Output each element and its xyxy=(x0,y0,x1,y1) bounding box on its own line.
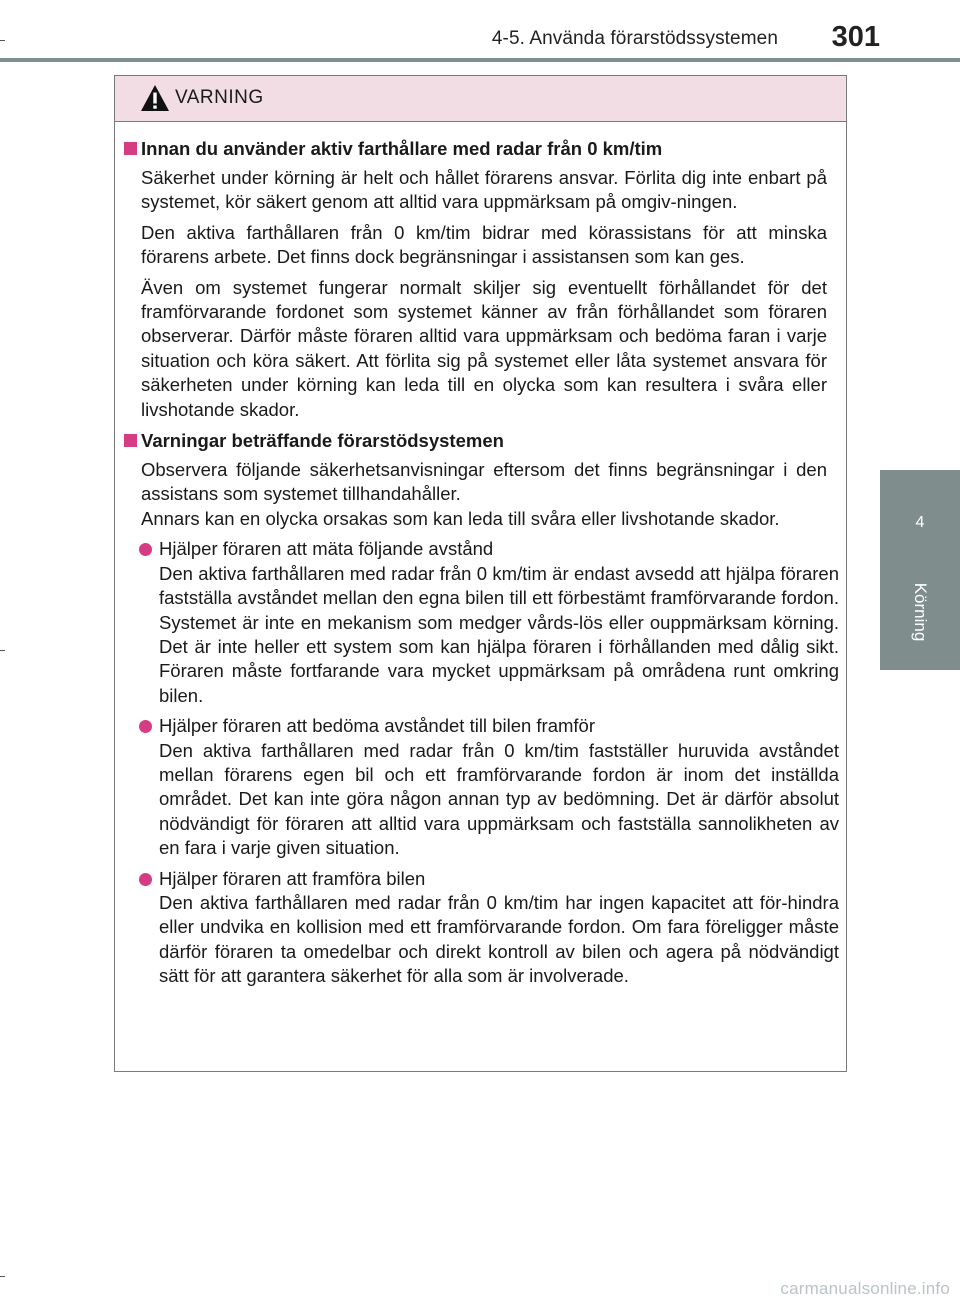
list-item xyxy=(159,714,839,860)
section-heading xyxy=(115,428,848,454)
header-rule xyxy=(0,58,960,62)
paragraph: Observera följande säkerhetsanvisningar eftersom det finns begränsningar i den assistans som systemet tillhandahåller. xyxy=(141,459,827,505)
list-item-text: Den aktiva farthållaren med radar från 0 km/tim har ingen kapacitet att för-hindra eller undvika en kollision med ett framförvarande fordon. Om fara föreligger måste därför föraren ta omedelbar och direkt kontroll av bilen och agera på nödvändigt sätt för att garantera säkerhet för alla som är involverade. xyxy=(159,891,839,987)
list-item xyxy=(159,867,839,989)
warning-header xyxy=(115,76,846,122)
paragraph: Säkerhet under körning är helt och hållet förarens ansvar. Förlita dig inte enbart på systemet, kör säkert genom att alltid vara uppmärksam på omgiv-ningen. xyxy=(141,167,827,213)
round-bullet-icon xyxy=(139,873,152,886)
chapter-tab-label: Körning xyxy=(911,582,930,642)
section-title: 4-5. Använda förarstödssystemen xyxy=(491,28,778,49)
warning-title: VARNING xyxy=(175,87,264,108)
section-heading-text: Innan du använder aktiv farthållare med radar från 0 km/tim xyxy=(141,138,663,159)
list-item-title: Hjälper föraren att bedöma avståndet till bilen framför xyxy=(159,715,595,737)
crop-mark xyxy=(0,1276,5,1277)
square-bullet-icon xyxy=(124,142,137,155)
paragraph: Annars kan en olycka orsakas som kan leda till svåra eller livshotande skador. xyxy=(141,507,780,529)
watermark-link[interactable]: carmanualsonline.info xyxy=(780,1279,950,1298)
chapter-tab-number: 4 xyxy=(915,514,925,531)
list-item-title: Hjälper föraren att mäta följande avstånd xyxy=(159,538,494,560)
list-item-text: Den aktiva farthållaren med radar från 0 km/tim är endast avsedd att hjälpa föraren fastställa avståndet mellan den egna bilen till ett förbestämt framförvarande fordon. Systemet är inte en mekanism som medger vårds-lös eller ouppmärksam körning. Det är inte heller ett system som kan hjälpa föraren i förhållanden med dålig sikt. Föraren måste fortfarande vara mycket uppmärksam på områdena runt omkring bilen. xyxy=(159,562,839,706)
warning-box xyxy=(114,75,847,1072)
page-header xyxy=(0,0,960,60)
paragraph: Även om systemet fungerar normalt skiljer sig eventuellt förhållandet för det framförvarande fordonet som systemet känner av från förhållandet som föraren observerar. Därför måste föraren alltid vara uppmärksam och bedöma faran i varje situation och köra säkert. Att förlita sig på systemet eller låta systemet ansvara för säkerheten under körning kan leda till en olycka som kan resultera i svåra eller livshotande skador. xyxy=(141,276,827,420)
section-heading xyxy=(115,136,848,162)
round-bullet-icon xyxy=(139,543,152,556)
warning-section xyxy=(115,136,848,422)
page-number: 301 xyxy=(831,21,880,53)
list-item-title: Hjälper föraren att framföra bilen xyxy=(159,867,426,889)
round-bullet-icon xyxy=(139,720,152,733)
warning-content xyxy=(115,136,848,995)
crop-mark xyxy=(0,650,5,651)
paragraph: Den aktiva farthållaren från 0 km/tim bidrar med körassistans för att minska förarens arbete. Det finns dock begränsningar i assistansen som kan ges. xyxy=(141,221,827,268)
warning-triangle-icon xyxy=(140,84,170,112)
warning-section xyxy=(115,428,848,989)
list-item-text: Den aktiva farthållaren med radar från 0 km/tim fastställer huruvida avståndet mellan förarens egen bil och ett framförvarande fordon är inom det inställda området. Det kan inte göra någon annan typ av bedömning. Det är därför absolut nödvändigt för föraren att alltid vara uppmärksam och fastställa sannolikheten av en fara i varje given situation. xyxy=(159,739,839,859)
list-item xyxy=(159,537,839,708)
section-heading-text: Varningar beträffande förarstödsystemen xyxy=(141,430,504,452)
square-bullet-icon xyxy=(124,434,137,447)
